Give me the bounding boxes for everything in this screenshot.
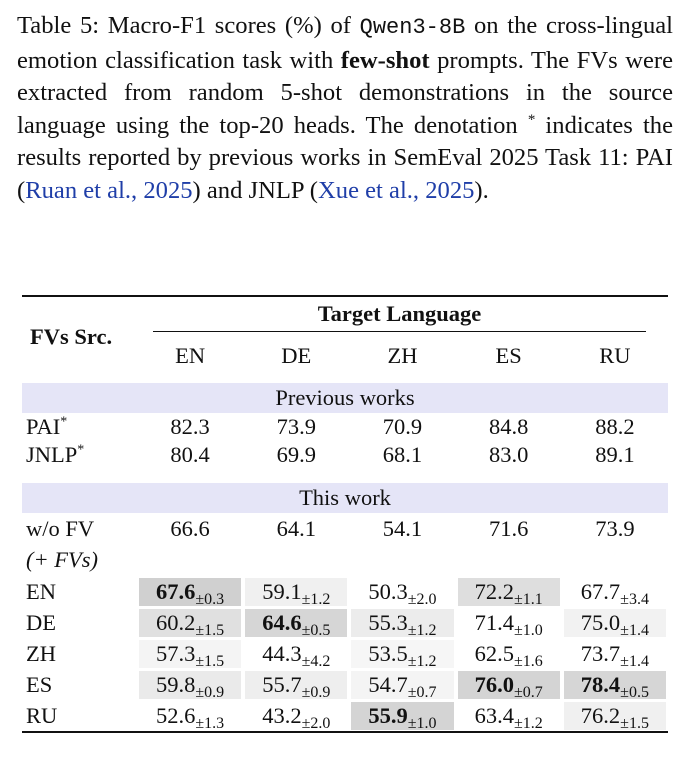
section-label-this-work: This work [22, 480, 668, 513]
table-cell [349, 669, 455, 700]
table-cell [562, 669, 668, 700]
cell-shade [351, 671, 453, 699]
cell-std: ±1.2 [407, 621, 437, 639]
cell-shade [564, 578, 666, 606]
cell-std: ±1.1 [513, 590, 543, 608]
row-label: RU [22, 700, 137, 732]
cell-value: 73.7 [580, 640, 621, 666]
column-header: ZH [349, 335, 455, 380]
cell-std: ±0.9 [195, 683, 225, 701]
cell-value: 54.7 [368, 671, 408, 697]
table-row [22, 441, 668, 469]
cell-std: ±1.5 [195, 652, 225, 670]
table-cell: 54.1 [382, 515, 423, 541]
cell-std: ±2.0 [301, 714, 331, 732]
row-label: EN [26, 578, 56, 604]
table-row [22, 413, 668, 441]
cell-shade [139, 609, 241, 637]
fvs-src-header: FVs Src. [22, 296, 137, 380]
cell-shade [245, 609, 347, 637]
cell-std: ±1.0 [513, 621, 543, 639]
cell-shade [458, 702, 560, 730]
table-cell: 69.9 [276, 442, 316, 467]
cell-std: ±1.2 [407, 652, 437, 670]
cell-value: 59.8 [156, 671, 196, 697]
table-cell [137, 700, 243, 732]
table-cell [456, 607, 562, 638]
row-label: ES [26, 671, 53, 697]
cell-value: 55.7 [262, 671, 302, 697]
column-header: DE [243, 335, 349, 380]
cell-shade [351, 609, 453, 637]
cell-std: ±1.0 [407, 714, 437, 732]
table-cell [456, 700, 562, 732]
cell-std: ±1.5 [620, 714, 649, 732]
table-cell: 70.9 [382, 414, 423, 439]
cell-shade [564, 609, 666, 637]
cell-value: 50.3 [368, 578, 408, 604]
cell-value: 53.5 [368, 640, 408, 666]
table-cell [562, 638, 668, 669]
row-label: w/o FV [26, 515, 95, 541]
column-header: RU [562, 335, 668, 380]
cell-shade [139, 578, 241, 606]
row-label: (+ FVs) [26, 547, 99, 572]
cell-value: 59.1 [262, 578, 302, 604]
table-row [22, 544, 668, 576]
table-cell: 73.9 [276, 414, 316, 439]
table-cell [456, 669, 562, 700]
table-cell [456, 576, 562, 607]
cell-std: ±1.4 [620, 621, 649, 639]
cell-value: 76.0 [474, 671, 514, 697]
cell-shade [245, 671, 347, 699]
cell-shade [139, 640, 241, 668]
cell-value: 64.6 [262, 609, 302, 635]
cell-value: 71.4 [474, 609, 514, 635]
table-cell [562, 700, 668, 732]
column-header: ES [456, 335, 562, 380]
table-row [22, 700, 668, 732]
cell-std: ±1.2 [301, 590, 331, 608]
cell-value: 76.2 [580, 702, 621, 728]
cell-shade [245, 640, 347, 668]
cell-value: 67.6 [156, 578, 196, 604]
cell-value: 55.9 [368, 702, 408, 728]
table-cell: 89.1 [595, 442, 635, 467]
cell-value: 62.5 [474, 640, 514, 666]
citation-link-xue[interactable]: Xue et al., 2025 [318, 176, 475, 204]
table-cell [243, 700, 349, 732]
cell-shade [458, 640, 560, 668]
table-cell: 83.0 [488, 442, 529, 467]
caption-text: on the cross-lingual emotion classification task with [17, 12, 674, 74]
table-cell [137, 607, 243, 638]
section-row [22, 380, 668, 413]
cell-shade [351, 640, 453, 668]
table-cell [349, 576, 455, 607]
column-header: EN [137, 335, 243, 380]
row-label: ZH [26, 640, 56, 666]
cell-shade [245, 702, 347, 730]
cell-std: ±2.0 [407, 590, 437, 608]
cell-std: ±3.4 [620, 590, 649, 608]
table-row [22, 638, 668, 669]
cell-value: 43.2 [262, 702, 302, 728]
cell-std: ±0.7 [407, 683, 437, 701]
cell-value: 60.2 [156, 609, 196, 635]
cell-std: ±0.5 [301, 621, 331, 639]
cell-std: ±1.3 [195, 714, 225, 732]
cell-shade [139, 671, 241, 699]
table-cell [243, 638, 349, 669]
table-cell [137, 638, 243, 669]
caption-text: Table 5: Macro-F1 scores (%) of [17, 12, 360, 39]
target-language-label: Target Language [153, 301, 646, 332]
table-cell: 64.1 [276, 515, 316, 541]
caption-text: ) and JNLP ( [192, 176, 319, 204]
cell-std: ±1.6 [513, 652, 543, 670]
cell-value: 55.3 [368, 609, 408, 635]
section-label-previous: Previous works [22, 380, 668, 413]
cell-shade [564, 671, 666, 699]
caption-text: ). [474, 176, 489, 204]
cell-shade [458, 671, 560, 699]
cell-value: 75.0 [580, 609, 621, 635]
cell-std: ±4.2 [301, 652, 331, 670]
cell-std: ±1.2 [513, 714, 543, 732]
table-cell: 71.6 [488, 515, 529, 541]
row-label: DE [26, 609, 56, 635]
cell-shade [564, 702, 666, 730]
table-row [22, 607, 668, 638]
table-row [22, 669, 668, 700]
cell-std: ±1.5 [195, 621, 225, 639]
cell-std: ±1.4 [620, 652, 649, 670]
citation-link-ruan[interactable]: Ruan et al., 2025 [25, 176, 193, 204]
table-cell [243, 576, 349, 607]
table-cell [137, 669, 243, 700]
cell-value: 63.4 [474, 702, 514, 728]
target-language-header [137, 296, 668, 335]
table-cell [137, 576, 243, 607]
results-table [22, 295, 668, 733]
table-cell [349, 700, 455, 732]
table-row [22, 576, 668, 607]
cell-value: 52.6 [156, 702, 196, 728]
table-cell [243, 607, 349, 638]
table-cell: 68.1 [382, 442, 423, 467]
caption-emphasis: few-shot [340, 46, 430, 74]
cell-shade [458, 578, 560, 606]
row-label: JNLP* [26, 442, 85, 467]
cell-shade [458, 609, 560, 637]
cell-std: ±0.3 [195, 590, 225, 608]
table-cell [562, 607, 668, 638]
cell-shade [139, 702, 241, 730]
table-cell: 82.3 [170, 414, 210, 439]
table-caption [17, 10, 673, 208]
caption-text: prompts. The FVs were extracted from random 5-shot demonstrations in the source language using the top-20 heads. The denotation [17, 46, 673, 139]
cell-value: 67.7 [580, 578, 621, 604]
table-cell [243, 669, 349, 700]
table-cell [349, 607, 455, 638]
table-row [22, 513, 668, 544]
cell-std: ±0.7 [513, 683, 543, 701]
table-cell: 80.4 [170, 442, 210, 467]
table-cell: 88.2 [595, 414, 635, 439]
section-row [22, 480, 668, 513]
cell-value: 72.2 [474, 578, 514, 604]
model-name: Qwen3-8B [359, 15, 466, 40]
row-label: PAI* [26, 414, 68, 439]
cell-shade [351, 578, 453, 606]
table-cell [562, 576, 668, 607]
cell-std: ±0.5 [620, 683, 649, 701]
cell-value: 78.4 [580, 671, 621, 697]
cell-shade [351, 702, 453, 730]
cell-shade [564, 640, 666, 668]
cell-std: ±0.9 [301, 683, 331, 701]
caption-text: indicates the results reported by previous works in SemEval 2025 Task 11: PAI ( [17, 111, 673, 204]
asterisk-mark: * [527, 111, 536, 128]
cell-shade [245, 578, 347, 606]
table-cell [456, 638, 562, 669]
table-cell [349, 638, 455, 669]
table-cell: 84.8 [488, 414, 529, 439]
table-cell: 66.6 [170, 515, 210, 541]
cell-value: 57.3 [156, 640, 196, 666]
separator-row [22, 469, 668, 480]
cell-value: 44.3 [262, 640, 302, 666]
table-cell: 73.9 [595, 515, 635, 541]
